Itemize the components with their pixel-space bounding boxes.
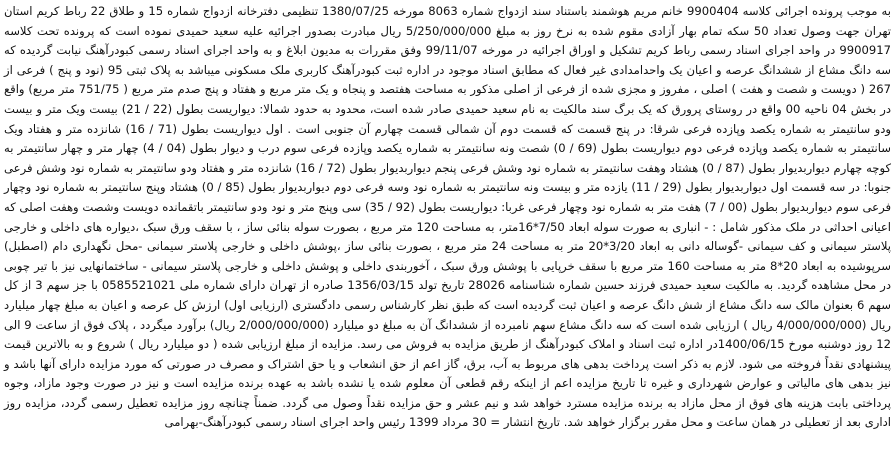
auction-notice-text <box>4 2 891 433</box>
notice-paragraph: به موجب پرونده اجرائی کلاسه 9900404 خانم مریم هوشمند باستناد سند ازدواج شماره 8063 مورخه 1380/07/25 تنظیمی دفترخانه ازدواج شماره 15 و طلاق 22 رباط کریم استان تهران جهت وصول تعداد 50 سکه تمام بهار آزادی مقوم شده به نرخ روز به مبلغ 5/250/000/000 ریال مبادرت بصدور اجرائیه علیه سعید حمیدی نموده است که پرونده تحت کلاسه 9900917 در واحد اجرای اسناد رسمی رباط کریم تشکیل و اوراق اجرائیه در مورخه 99/11/07 وفق مقررات به مدیون ابلاغ و به واحد اجرای اسناد رسمی کبودرآهنگ نیابت گردیده که سه دانگ مشاع از ششدانگ عرصه و اعیان یک واحدامدادی غیر فعال که مطابق اسناد موجود در اداره ثبت کبودرآهنگ کاربری ملک مسکونی میباشد به پلاک ثبتی 95 (نود و پنج ) فرعی از 267 ( دویست و شصت و هفت ) اصلی ، مفروز و مجزی شده از فرعی از اصلی مذکور به مساحت هفتصد و پنجاه و یک متر مربع و هفتاد و پنج صدم متر مربع ( 751/75 متر مربع) واقع در بخش 04 ناحیه 00 واقع در روستای پرورق که یک برگ سند مالکیت به نام سعید حمیدی صادر شده است، محدود به حدود شمالا: دیواریست بطول (22 / 21) بیست ویک متر و بیست ودو سانتیمتر به شماره یکصد وپازده فرعی شرقا: در پنج قسمت که قسمت دوم آن شمالی قسمت چهارم آن جنوبی است . اول دیواریست بطول (71 / 16) شانزده متر و هفتاد ویک سانتیمتر به شماره یکصد وپازده فرعی دوم دیواریست بطول (69 / 0) شصت ونه سانتیمتر به شماره یکصد وپازده فرعی سوم درب و دیوار بطول (04 / 4) چهار متر و چهار سانتیمتر به کوچه چهارم دیواربدیوار بطول (87 / 0) هشتاد وهفت سانتیمتر به شماره نود وشش فرعی پنجم دیواربدیوار بطول (72 / 16) شانزده متر و هفتاد ودو سانتیمتر به شماره نود وشش فرعی جنوبا: در سه قسمت اول دیواربدیوار بطول (29 / 11) یازده متر و بیست ونه سانتیمتر به شماره نود وسه فرعی دوم دیواربدیوار بطول (85 / 0) هشتاد وپنج سانتیمتر به شماره نود وچهار فرعی سوم دیواربدیوار بطول (00 / 7) هفت متر به شماره نود وچهار فرعی غربا: دیواریست بطول (92 / 35) سی وپنج متر و نود ودو سانتیمتر باتقمانده دویست وشصت وهفت اصلی که اعیانی احداثی در ملک مذکور شامل : - انباری به صورت سوله ابعاد 7/50*16متر، به مساحت 120 متر مربع ، بصورت سوله بنائی ساز ، با سقف ورق سبک ،دیواره های داخلی و خارجی پلاستر سیمانی و کف سیمانی -گوساله دانی به ابعاد 3/20*20 متر به مساحت 24 متر مربع ، بصورت بنائی ساز ،پوشش داخلی و خارجی پلاستر سیمانی -محل نگهداری دام (اصطبل) سرپوشیده به ابعاد 20*8 متر به مساحت 160 متر مربع با سقف خرپایی با پوشش ورق سبک ، آخوربندی داخلی و پوشش داخلی و خارجی پلاستر سیمانی - ساختمانهایی نیز با تیر چوبی در محل مشاهده گردید. به مالکیت سعید حمیدی فرزند حسین شماره شناسنامه 28026 تاریخ تولد 1356/03/15 صادره از تهران دارای شماره ملی 0585521021 با جز سهم 3 از کل سهم 6 بعنوان مالک سه دانگ مشاع از شش دانگ عرصه و اعیان ثبت گردیده است که طبق نظر کارشناس رسمی دادگستری (ارزیابی اول) ارزش کل عرصه و اعیان به مبلغ چهار میلیارد ریال (4/000/000/000 ریال ) ارزیابی شده است که سه دانگ مشاع سهم نامبرده از ششدانگ آن به مبلغ دو میلیارد (2/000/000/000 ریال) برآورد میگردد ، پلاک فوق از ساعت 9 الی 12 روز دوشنبه مورخ 1400/06/15در اداره ثبت اسناد و املاک کبودرآهنگ از طریق مزایده به فروش می رسد. مزایده از مبلغ ارزیابی شده ( دو میلیارد ریال ) شروع و به بالاترین قیمت پیشنهادی نقداً فروخته می شود. لازم به ذکر است پرداخت بدهی های مربوط به آب، برق، گاز اعم از حق انشعاب و یا حق اشتراک و مصرف در صورتی که مورد مزایده دارای آنها باشد و نیز بدهی های مالیاتی و عوارض شهرداری و غیره تا تاریخ مزایده اعم از اینکه رقم قطعی آن معلوم شده یا نشده باشد به عهده برنده مزایده است و نیز در صورت وجود مازاد، وجوه پرداختی بابت هزینه های فوق از محل مازاد به برنده مزایده مسترد خواهد شد و نیم عشر و حق مزایده نقداً وصول می گردد. ضمناً چنانچه روز مزایده تعطیل رسمی گردد، مزایده روز اداری بعد از تعطیلی در همان ساعت و محل مقرر برگزار خواهد شد. تاریخ انتشار = 30 مرداد 1399 رئیس واحد اجرای اسناد رسمی کبودرآهنگ-بهرامی <box>4 4 892 430</box>
